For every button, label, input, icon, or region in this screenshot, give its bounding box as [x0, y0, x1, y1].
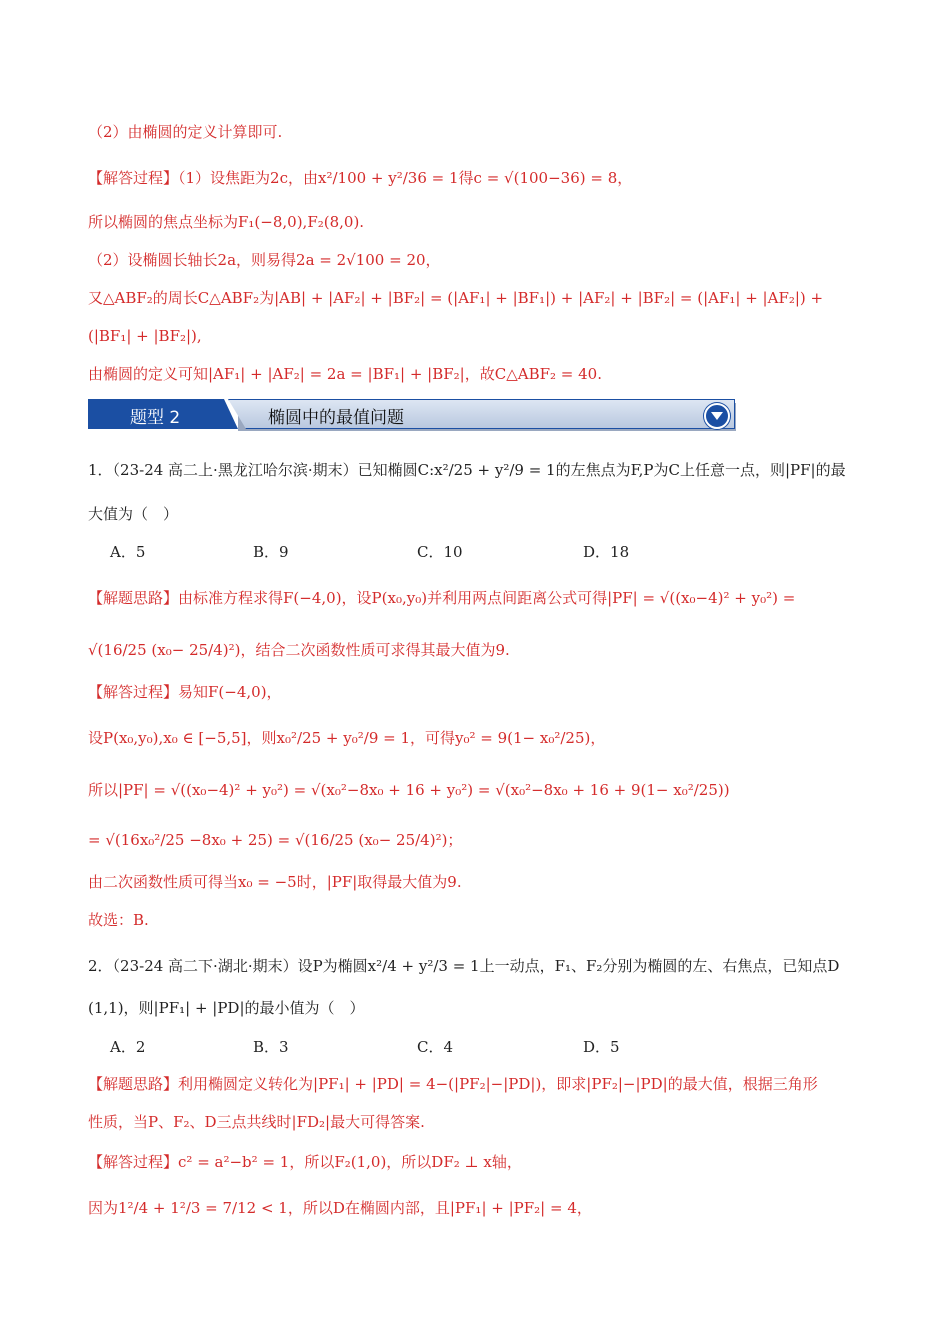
- q2-process-line-1: [88, 1151, 890, 1173]
- text-line-4: （2）设椭圆长轴长2a，则易得2a = 2√100 = 20，: [88, 251, 441, 269]
- q2-stem-line-2: (1,1)，则|PF₁| + |PD|的最小值为（ ）: [88, 999, 365, 1017]
- text-line-5: 又△ABF₂的周长C△ABF₂为|AB| + |AF₂| + |BF₂| = (|AF₁| + |BF₁|) + |AF₂| + |BF₂| = (|AF₁| + |AF₂|) +: [88, 289, 824, 307]
- solution-process-tag: 【解答过程】: [88, 169, 179, 187]
- solution-process-text: （1）设焦距为2c，由x²/100 + y²/36 = 1得c = √(100−36) = 8，: [178, 169, 633, 187]
- q1-process-line-5: 由二次函数性质可得当x₀ = −5时，|PF|取得最大值为9.: [88, 873, 462, 891]
- text-line-6: (|BF₁| + |BF₂|),: [88, 327, 202, 345]
- q1-process-line-3: 所以|PF| = √((x₀−4)² + y₀²) = √(x₀²−8x₀ + 16 + y₀²) = √(x₀²−8x₀ + 16 + 9(1− x₀²/25)): [88, 781, 730, 799]
- q2-choice-b[interactable]: B．3: [253, 1038, 289, 1056]
- q1-idea-line-1: [88, 587, 890, 609]
- chevron-down-icon: [704, 403, 730, 429]
- text-line-7: 由椭圆的定义可知|AF₁| + |AF₂| = 2a = |BF₁| + |BF₂|，故C△ABF₂ = 40.: [88, 365, 602, 383]
- q1-process-line-1: [88, 681, 890, 703]
- q1-idea-line-2: √(16/25 (x₀− 25/4)²)，结合二次函数性质可求得其最大值为9.: [88, 641, 510, 659]
- q2-process-text-1: c² = a²−b² = 1，所以F₂(1,0)，所以DF₂ ⊥ x轴，: [178, 1153, 522, 1171]
- q1-stem-line-1: 1．（23-24 高二上·黑龙江哈尔滨·期末）已知椭圆C:x²/25 + y²/9 = 1的左焦点为F,P为C上任意一点，则|PF|的最: [88, 461, 846, 479]
- q1-stem-line-2: 大值为（ ）: [88, 505, 179, 523]
- text-line-3: 所以椭圆的焦点坐标为F₁(−8,0),F₂(8,0).: [88, 213, 365, 231]
- q2-process-line-2: 因为1²/4 + 1²/3 = 7/12 < 1，所以D在椭圆内部，且|PF₁| + |PF₂| = 4，: [88, 1199, 592, 1217]
- q1-idea-tag: 【解题思路】: [88, 589, 179, 607]
- q1-choice-b[interactable]: B．9: [253, 543, 289, 561]
- section-banner: [88, 399, 736, 431]
- q1-process-tag: 【解答过程】: [88, 683, 179, 701]
- text-line-1: （2）由椭圆的定义计算即可.: [88, 123, 283, 141]
- q2-stem-line-1: 2．（23-24 高二下·湖北·期末）设P为椭圆x²/4 + y²/3 = 1上一动点，F₁、F₂分别为椭圆的左、右焦点，已知点D: [88, 957, 840, 975]
- q1-process-line-4: = √(16x₀²/25 −8x₀ + 25) = √(16/25 (x₀− 25/4)²)；: [88, 831, 463, 849]
- q2-choice-c[interactable]: C．4: [417, 1038, 454, 1056]
- q2-choice-d[interactable]: D．5: [583, 1038, 620, 1056]
- q2-choice-a[interactable]: A．2: [110, 1038, 146, 1056]
- q2-process-tag: 【解答过程】: [88, 1153, 179, 1171]
- q1-choice-c[interactable]: C．10: [417, 543, 463, 561]
- q1-process-line-2: 设P(x₀,y₀),x₀ ∈ [−5,5]，则x₀²/25 + y₀²/9 = 1，可得y₀² = 9(1− x₀²/25)，: [88, 729, 606, 747]
- q1-choice-d[interactable]: D．18: [583, 543, 630, 561]
- q1-answer: 故选：B.: [88, 911, 149, 929]
- q2-idea-line-2: 性质，当P、F₂、D三点共线时|FD₂|最大可得答案.: [88, 1113, 425, 1131]
- banner-type-label: 题型 2: [130, 408, 181, 428]
- q1-idea-text-1: 由标准方程求得F(−4,0)，设P(x₀,y₀)并利用两点间距离公式可得|PF| = √((x₀−4)² + y₀²) =: [178, 589, 796, 607]
- q2-idea-line-1: [88, 1073, 890, 1095]
- q2-idea-tag: 【解题思路】: [88, 1075, 179, 1093]
- q1-choice-a[interactable]: A．5: [110, 543, 146, 561]
- q1-process-text-1: 易知F(−4,0)，: [178, 683, 282, 701]
- q2-idea-text-1: 利用椭圆定义转化为|PF₁| + |PD| = 4−(|PF₂|−|PD|)，即求|PF₂|−|PD|的最大值，根据三角形: [178, 1075, 818, 1093]
- text-line-2: [88, 167, 890, 189]
- banner-title-label: 椭圆中的最值问题: [268, 408, 404, 428]
